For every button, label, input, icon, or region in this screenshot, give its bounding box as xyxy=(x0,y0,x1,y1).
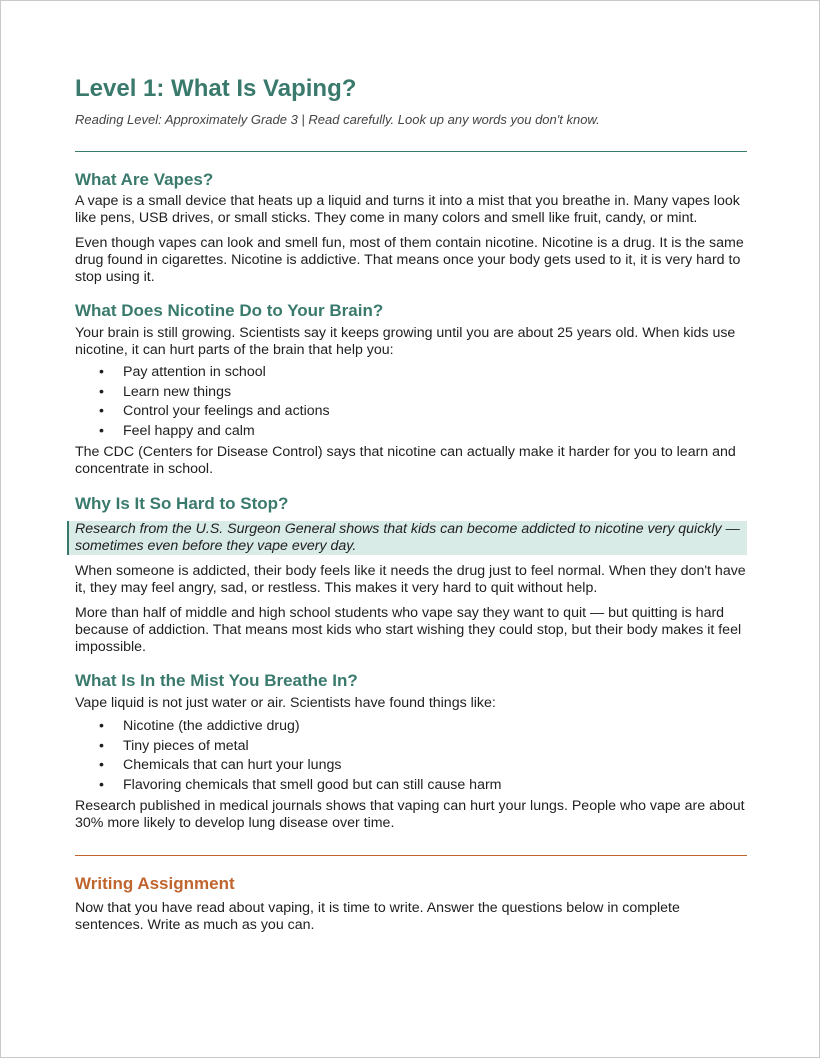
section-divider xyxy=(75,151,747,152)
list-item: • Flavoring chemicals that smell good but can still cause harm xyxy=(75,776,747,796)
mist-intro-paragraph: Vape liquid is not just water or air. Scientists have found things like: xyxy=(75,695,496,711)
vapes-paragraph-1: A vape is a small device that heats up a liquid and turns it into a mist that you breathe in. Many vapes look like pens, USB drives, or small sticks. They come in many colors and smell like fruit, candy, or mint. xyxy=(75,193,740,226)
brain-effects-list xyxy=(75,363,747,441)
bullet-icon: • xyxy=(99,403,104,419)
list-item: • Chemicals that can hurt your lungs xyxy=(75,756,747,776)
list-item: • Learn new things xyxy=(75,383,747,403)
mist-research-paragraph: Research published in medical journals shows that vaping can hurt your lungs. People who vape are about 30% more likely to develop lung disease over time. xyxy=(75,798,745,831)
heading-what-are-vapes: What Are Vapes? xyxy=(75,170,214,189)
reading-level-subtitle: Reading Level: Approximately Grade 3 | Read carefully. Look up any words you don't know. xyxy=(75,112,600,127)
heading-mist: What Is In the Mist You Breathe In? xyxy=(75,671,358,690)
stop-paragraph-1: When someone is addicted, their body feels like it needs the drug just to feel normal. When they don't have it, they may feel angry, sad, or restless. This makes it very hard to quit without help. xyxy=(75,563,746,596)
bullet-icon: • xyxy=(99,718,104,734)
brain-cdc-paragraph: The CDC (Centers for Disease Control) says that nicotine can actually make it harder for you to learn and concentrate in school. xyxy=(75,444,736,477)
bullet-icon: • xyxy=(99,757,104,773)
vapes-paragraph-2: Even though vapes can look and smell fun, most of them contain nicotine. Nicotine is a drug. It is the same drug found in cigarettes. Nicotine is addictive. That means once your body gets used to it, it is very hard to stop using it. xyxy=(75,235,744,285)
surgeon-general-callout: Research from the U.S. Surgeon General shows that kids can become addicted to nicotine very quickly — sometimes even before they vape every day. xyxy=(67,521,747,555)
list-item: • Nicotine (the addictive drug) xyxy=(75,717,747,737)
page-title: Level 1: What Is Vaping? xyxy=(75,75,357,102)
list-item: • Control your feelings and actions xyxy=(75,402,747,422)
stop-paragraph-2: More than half of middle and high school students who vape say they want to quit — but quitting is hard because of addiction. That means most kids who start wishing they could stop, but their body makes it feel impossible. xyxy=(75,605,742,655)
list-item: • Tiny pieces of metal xyxy=(75,737,747,757)
bullet-icon: • xyxy=(99,737,104,754)
list-item: • Feel happy and calm xyxy=(75,422,747,442)
mist-contents-list xyxy=(75,717,747,795)
bullet-icon: • xyxy=(99,776,104,793)
assignment-instructions: Now that you have read about vaping, it is time to write. Answer the questions below in complete sentences. Write as much as you can. xyxy=(75,900,680,933)
heading-hard-to-stop: Why Is It So Hard to Stop? xyxy=(75,494,289,513)
bullet-icon: • xyxy=(99,422,104,439)
bullet-icon: • xyxy=(99,383,104,400)
assignment-divider xyxy=(75,855,747,856)
page-content xyxy=(75,73,747,934)
heading-nicotine-brain: What Does Nicotine Do to Your Brain? xyxy=(75,301,384,320)
bullet-icon: • xyxy=(99,364,104,380)
list-item: • Pay attention in school xyxy=(75,363,747,383)
heading-writing-assignment: Writing Assignment xyxy=(75,874,235,893)
brain-intro-paragraph: Your brain is still growing. Scientists say it keeps growing until you are about 25 years old. When kids use nicotine, it can hurt parts of the brain that help you: xyxy=(75,325,736,358)
